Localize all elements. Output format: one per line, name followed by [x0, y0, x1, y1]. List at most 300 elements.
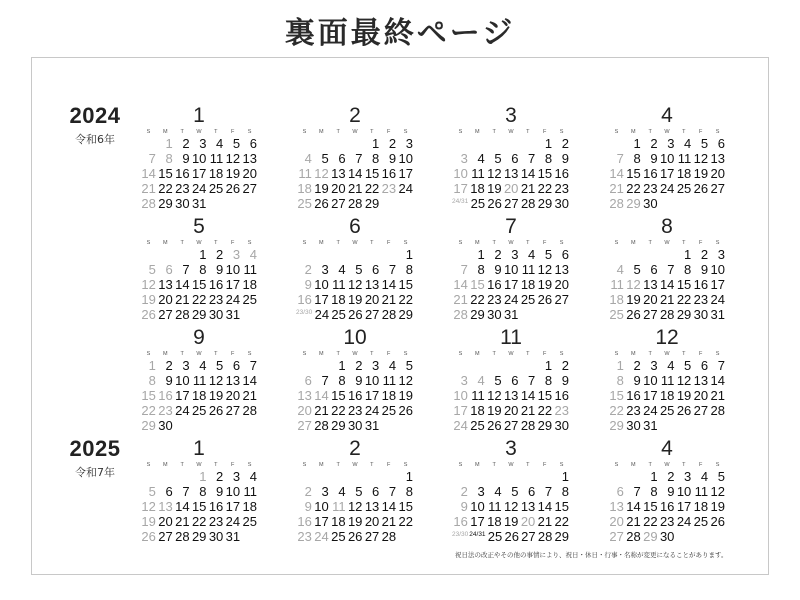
day-cell: 11 — [209, 151, 224, 166]
day-cell: 9 — [216, 484, 224, 499]
day-cell: 4 — [528, 247, 536, 262]
weekday-label: F — [543, 351, 547, 357]
day-cell: 20 — [554, 277, 569, 292]
day-cell: 21 — [659, 292, 675, 307]
day-cell — [380, 247, 397, 262]
day-cell: 27 — [364, 307, 380, 322]
day-cell: 11 — [382, 373, 397, 388]
weekday-label: S — [614, 240, 619, 246]
weekday-label: F — [543, 129, 547, 135]
day-cell: 16 — [643, 166, 658, 181]
week-row — [140, 307, 258, 322]
day-cell: 5 — [355, 484, 363, 499]
weekday-label: M — [318, 462, 324, 468]
weekday-label: W — [664, 351, 670, 357]
day-cell: 12 — [693, 151, 709, 166]
day-cell: 25 — [520, 292, 536, 307]
day-cell: 10 — [470, 499, 485, 514]
day-cell: 25 — [242, 292, 257, 307]
day-cell: 12 — [676, 373, 692, 388]
day-cell: 5 — [232, 136, 241, 151]
week-row — [452, 292, 570, 307]
day-cell: 13 — [520, 499, 536, 514]
month-calendar — [608, 327, 726, 433]
weekday-label: W — [664, 129, 670, 135]
day-cell: 7 — [717, 358, 725, 373]
week-row — [608, 514, 726, 529]
day-cell: 25 — [331, 307, 346, 322]
weekday-label: S — [614, 351, 619, 357]
day-cell: 12 — [710, 484, 725, 499]
day-cell: 2 — [700, 247, 709, 262]
week-row — [140, 247, 258, 262]
day-cell: 18 — [659, 388, 675, 403]
day-cell: 15 — [643, 499, 658, 514]
day-cell: 29 — [626, 196, 641, 211]
day-cell: 4 — [249, 469, 257, 484]
weekday-label: T — [214, 351, 218, 357]
day-cell: 11 — [521, 262, 536, 277]
day-cell: 24 — [710, 292, 725, 307]
week-row — [140, 484, 258, 499]
day-cell: 17 — [398, 166, 413, 181]
weekday-header — [296, 239, 414, 247]
day-cell: 24 — [643, 403, 658, 418]
month-calendar — [140, 216, 258, 322]
day-cell: 6 — [165, 262, 173, 277]
day-cell: 5 — [544, 247, 553, 262]
week-row — [608, 484, 726, 499]
day-cell — [241, 418, 258, 433]
day-cell: 20 — [710, 166, 725, 181]
day-cell: 12 — [347, 277, 363, 292]
day-cell: 28 — [381, 529, 397, 544]
week-row — [452, 358, 570, 373]
day-cell: 15 — [398, 499, 413, 514]
day-cell: 4 — [616, 262, 624, 277]
day-cell: 4 — [216, 136, 224, 151]
week-row — [140, 151, 258, 166]
month-number: 5 — [193, 215, 205, 238]
weekday-label: F — [231, 462, 235, 468]
day-cell: 27 — [225, 403, 241, 418]
day-cell — [174, 247, 191, 262]
day-cell: 11 — [192, 373, 207, 388]
day-cell — [452, 247, 469, 262]
weekday-label: T — [370, 351, 374, 357]
day-cell: 18 — [470, 403, 485, 418]
day-cell — [296, 358, 313, 373]
weekday-label: T — [214, 129, 218, 135]
day-cell — [659, 247, 676, 262]
weekday-header — [608, 239, 726, 247]
weekday-label: W — [508, 240, 514, 246]
day-cell: 28 — [520, 196, 536, 211]
day-cell: 9 — [494, 262, 502, 277]
day-cell: 17 — [659, 166, 675, 181]
day-cell: 8 — [405, 262, 413, 277]
day-cell: 3 — [321, 484, 329, 499]
weekday-label: S — [559, 240, 564, 246]
week-row — [296, 484, 414, 499]
weekday-label: W — [352, 129, 358, 135]
day-cell: 27 — [609, 529, 624, 544]
day-cell: 1 — [199, 247, 207, 262]
day-cell — [452, 469, 469, 484]
footnote: 祝日法の改正やその他の事情により、祝日・休日・行事・名称が変更になることがあります。 — [455, 551, 728, 559]
week-row — [296, 373, 414, 388]
week-row — [452, 262, 570, 277]
weekday-label: T — [526, 351, 530, 357]
weekday-label: T — [682, 462, 686, 468]
day-cell: 14 — [314, 388, 329, 403]
day-cell: 8 — [199, 484, 207, 499]
day-cell: 14 — [537, 499, 553, 514]
weekday-label: T — [370, 462, 374, 468]
day-cell: 22 — [643, 514, 658, 529]
weekday-label: M — [630, 240, 636, 246]
day-cell: 19 — [141, 514, 156, 529]
day-cell: 1 — [148, 358, 156, 373]
day-cell: 28 — [626, 529, 641, 544]
day-cell: 23/30 — [452, 531, 469, 538]
day-cell: 15 — [398, 277, 413, 292]
day-cell: 2 — [650, 136, 658, 151]
day-cell: 27 — [643, 307, 658, 322]
day-cell — [140, 247, 157, 262]
day-cell: 30 — [554, 418, 569, 433]
weekday-label: S — [247, 351, 252, 357]
day-cell: 12 — [503, 499, 519, 514]
week-row — [608, 373, 726, 388]
day-cell: 27 — [364, 529, 380, 544]
day-cell — [380, 196, 397, 211]
year-era: 令和7年 — [75, 466, 115, 479]
weekday-label: S — [146, 129, 151, 135]
day-cell: 18 — [609, 292, 624, 307]
weekday-label: M — [474, 129, 480, 135]
weekday-label: T — [180, 462, 184, 468]
week-row — [296, 292, 414, 307]
day-cell: 7 — [633, 484, 641, 499]
weekday-header — [296, 461, 414, 469]
weekday-label: T — [526, 240, 530, 246]
day-cell — [313, 358, 330, 373]
day-cell: 15 — [537, 166, 553, 181]
weekday-label: W — [664, 462, 670, 468]
day-cell: 30 — [487, 307, 502, 322]
day-cell: 27 — [554, 292, 569, 307]
month-number: 3 — [505, 104, 517, 127]
day-cell: 29 — [537, 196, 553, 211]
day-cell: 10 — [191, 151, 207, 166]
weekday-label: F — [231, 129, 235, 135]
day-cell: 22 — [191, 514, 207, 529]
weekday-header — [296, 350, 414, 358]
week-row — [296, 307, 414, 322]
day-cell: 29 — [141, 418, 156, 433]
day-cell — [224, 418, 241, 433]
day-cell: 4 — [494, 484, 502, 499]
day-cell: 8 — [148, 373, 156, 388]
day-cell: 15 — [191, 499, 207, 514]
weekday-label: S — [302, 240, 307, 246]
day-cell: 24 — [676, 514, 692, 529]
day-cell: 2 — [165, 358, 173, 373]
week-row — [296, 262, 414, 277]
day-cell: 21 — [520, 181, 536, 196]
week-row — [140, 529, 258, 544]
day-cell: 3 — [667, 136, 675, 151]
day-cell: 4 — [684, 136, 692, 151]
day-cell: 31 — [710, 307, 725, 322]
day-cell: 9 — [388, 151, 397, 166]
day-cell: 23 — [626, 403, 641, 418]
day-cell: 3 — [232, 469, 241, 484]
day-cell — [709, 529, 726, 544]
weekday-label: M — [318, 129, 324, 135]
day-cell: 9 — [561, 151, 569, 166]
weekday-label: T — [370, 129, 374, 135]
day-cell — [709, 196, 726, 211]
weekday-label: F — [387, 240, 391, 246]
day-cell: 8 — [561, 484, 569, 499]
day-cell: 17 — [503, 277, 519, 292]
day-cell: 14 — [520, 388, 536, 403]
day-cell — [519, 136, 536, 151]
day-cell: 13 — [331, 166, 346, 181]
day-cell: 23 — [208, 292, 224, 307]
day-cell — [469, 358, 486, 373]
day-cell: 23 — [297, 529, 312, 544]
day-cell: 12 — [208, 373, 224, 388]
day-cell: 7 — [528, 373, 536, 388]
day-cell — [224, 196, 241, 211]
day-cell: 14 — [609, 166, 624, 181]
weekday-label: T — [526, 462, 530, 468]
day-cell: 3 — [372, 358, 380, 373]
day-cell: 26 — [676, 403, 692, 418]
day-cell: 16 — [297, 514, 312, 529]
week-row — [296, 247, 414, 262]
day-cell: 12 — [141, 499, 156, 514]
weekday-label: M — [474, 351, 480, 357]
day-cell: 20 — [297, 403, 312, 418]
day-cell: 26 — [487, 418, 502, 433]
day-cell — [659, 418, 676, 433]
day-cell: 20 — [158, 292, 173, 307]
weekday-header — [608, 350, 726, 358]
weekday-label: S — [403, 129, 408, 135]
day-cell: 30 — [208, 529, 224, 544]
day-cell: 29 — [158, 196, 173, 211]
page-title: 裏面最終ページ — [284, 16, 516, 51]
day-cell: 16 — [297, 292, 312, 307]
weekday-label: S — [146, 462, 151, 468]
day-cell: 26 — [398, 403, 413, 418]
month-calendar — [608, 216, 726, 322]
weekday-label: W — [664, 240, 670, 246]
day-cell — [174, 418, 191, 433]
weekday-label: W — [196, 462, 202, 468]
weekday-label: S — [458, 351, 463, 357]
day-cell: 14 — [242, 373, 257, 388]
day-cell: 28 — [175, 529, 190, 544]
week-row — [452, 529, 570, 544]
weekday-label: T — [180, 129, 184, 135]
day-cell — [519, 469, 536, 484]
day-cell: 31 — [503, 307, 519, 322]
month-number: 8 — [661, 215, 673, 238]
day-cell: 9 — [304, 277, 312, 292]
week-row — [608, 388, 726, 403]
day-cell: 4 — [477, 151, 485, 166]
day-cell: 4 — [249, 247, 257, 262]
month-calendar — [140, 327, 258, 433]
week-row — [452, 514, 570, 529]
day-cell: 14 — [453, 277, 468, 292]
month-number: 4 — [661, 104, 673, 127]
day-cell: 24/31 — [452, 198, 469, 205]
day-cell: 29 — [398, 307, 413, 322]
day-cell: 20 — [503, 181, 519, 196]
day-cell: 22 — [537, 403, 553, 418]
day-cell: 5 — [717, 469, 725, 484]
day-cell: 29 — [537, 418, 553, 433]
day-cell: 29 — [470, 307, 485, 322]
weekday-label: M — [162, 351, 168, 357]
day-cell: 25 — [297, 196, 312, 211]
day-cell: 17 — [643, 388, 658, 403]
day-cell: 4 — [667, 358, 675, 373]
weekday-header — [140, 239, 258, 247]
day-cell: 18 — [242, 499, 257, 514]
week-row — [140, 373, 258, 388]
day-cell: 9 — [561, 373, 569, 388]
day-cell: 3 — [511, 247, 519, 262]
day-cell: 18 — [470, 181, 485, 196]
day-cell — [241, 529, 258, 544]
week-row — [452, 136, 570, 151]
week-row — [608, 469, 726, 484]
week-row — [296, 151, 414, 166]
day-cell: 22 — [626, 181, 641, 196]
day-cell — [207, 418, 224, 433]
day-cell: 22 — [676, 292, 692, 307]
day-cell: 12 — [314, 166, 329, 181]
day-cell — [241, 307, 258, 322]
day-cell: 24 — [191, 181, 207, 196]
day-cell: 5 — [355, 262, 363, 277]
day-cell: 2 — [355, 358, 363, 373]
weekday-label: S — [559, 351, 564, 357]
day-cell — [536, 469, 553, 484]
day-cell: 27 — [504, 196, 519, 211]
day-cell: 6 — [304, 373, 312, 388]
day-cell: 18 — [487, 514, 502, 529]
day-cell: 25 — [242, 514, 257, 529]
day-cell: 7 — [182, 484, 190, 499]
weekday-label: T — [492, 240, 496, 246]
day-cell: 21 — [381, 292, 397, 307]
weekday-label: M — [474, 462, 480, 468]
day-cell — [452, 136, 469, 151]
year-label-2024 — [60, 103, 130, 147]
day-cell — [296, 136, 313, 151]
day-cell: 19 — [626, 292, 641, 307]
day-cell: 4 — [700, 469, 709, 484]
day-cell: 15 — [191, 277, 207, 292]
day-cell: 11 — [243, 262, 257, 277]
day-cell: 4 — [338, 484, 346, 499]
day-cell — [675, 196, 692, 211]
day-cell: 31 — [225, 529, 241, 544]
day-cell: 6 — [249, 136, 257, 151]
weekday-label: W — [352, 462, 358, 468]
weekday-label: T — [214, 462, 218, 468]
week-row — [452, 403, 570, 418]
day-cell: 23 — [643, 181, 658, 196]
week-row — [608, 529, 726, 544]
week-row — [140, 166, 258, 181]
day-cell: 26 — [348, 307, 363, 322]
week-row — [140, 181, 258, 196]
week-row — [608, 418, 726, 433]
weekday-label: T — [682, 351, 686, 357]
day-cell: 28 — [347, 196, 363, 211]
day-cell: 21 — [175, 292, 190, 307]
day-cell: 5 — [148, 484, 156, 499]
day-cell: 23 — [554, 181, 569, 196]
day-cell: 8 — [684, 262, 692, 277]
day-cell — [330, 136, 347, 151]
weekday-label: S — [715, 240, 720, 246]
day-cell: 2 — [633, 358, 641, 373]
month-calendar — [140, 105, 258, 211]
day-cell: 9 — [165, 373, 173, 388]
day-cell: 13 — [297, 388, 312, 403]
weekday-label: M — [474, 240, 480, 246]
week-row — [452, 418, 570, 433]
month-number: 2 — [349, 437, 361, 460]
day-cell — [397, 418, 414, 433]
day-cell: 30 — [175, 196, 190, 211]
day-cell: 3 — [650, 358, 658, 373]
day-cell: 9 — [182, 151, 190, 166]
day-cell: 24/31 — [469, 531, 486, 538]
day-cell: 28 — [175, 307, 190, 322]
week-row — [452, 469, 570, 484]
weekday-label: M — [162, 462, 168, 468]
day-cell: 10 — [225, 484, 241, 499]
day-cell: 3 — [460, 151, 468, 166]
day-cell — [503, 136, 520, 151]
week-row — [452, 196, 570, 211]
day-cell — [503, 469, 520, 484]
day-cell: 11 — [694, 484, 709, 499]
day-cell: 1 — [616, 358, 624, 373]
day-cell: 1 — [405, 247, 413, 262]
day-cell: 3 — [477, 484, 485, 499]
day-cell: 16 — [487, 277, 502, 292]
day-cell: 31 — [364, 418, 380, 433]
day-cell: 19 — [487, 403, 502, 418]
day-cell — [675, 418, 692, 433]
day-cell: 19 — [225, 166, 241, 181]
day-cell — [536, 307, 553, 322]
day-cell: 24 — [453, 418, 468, 433]
day-cell: 10 — [453, 388, 468, 403]
